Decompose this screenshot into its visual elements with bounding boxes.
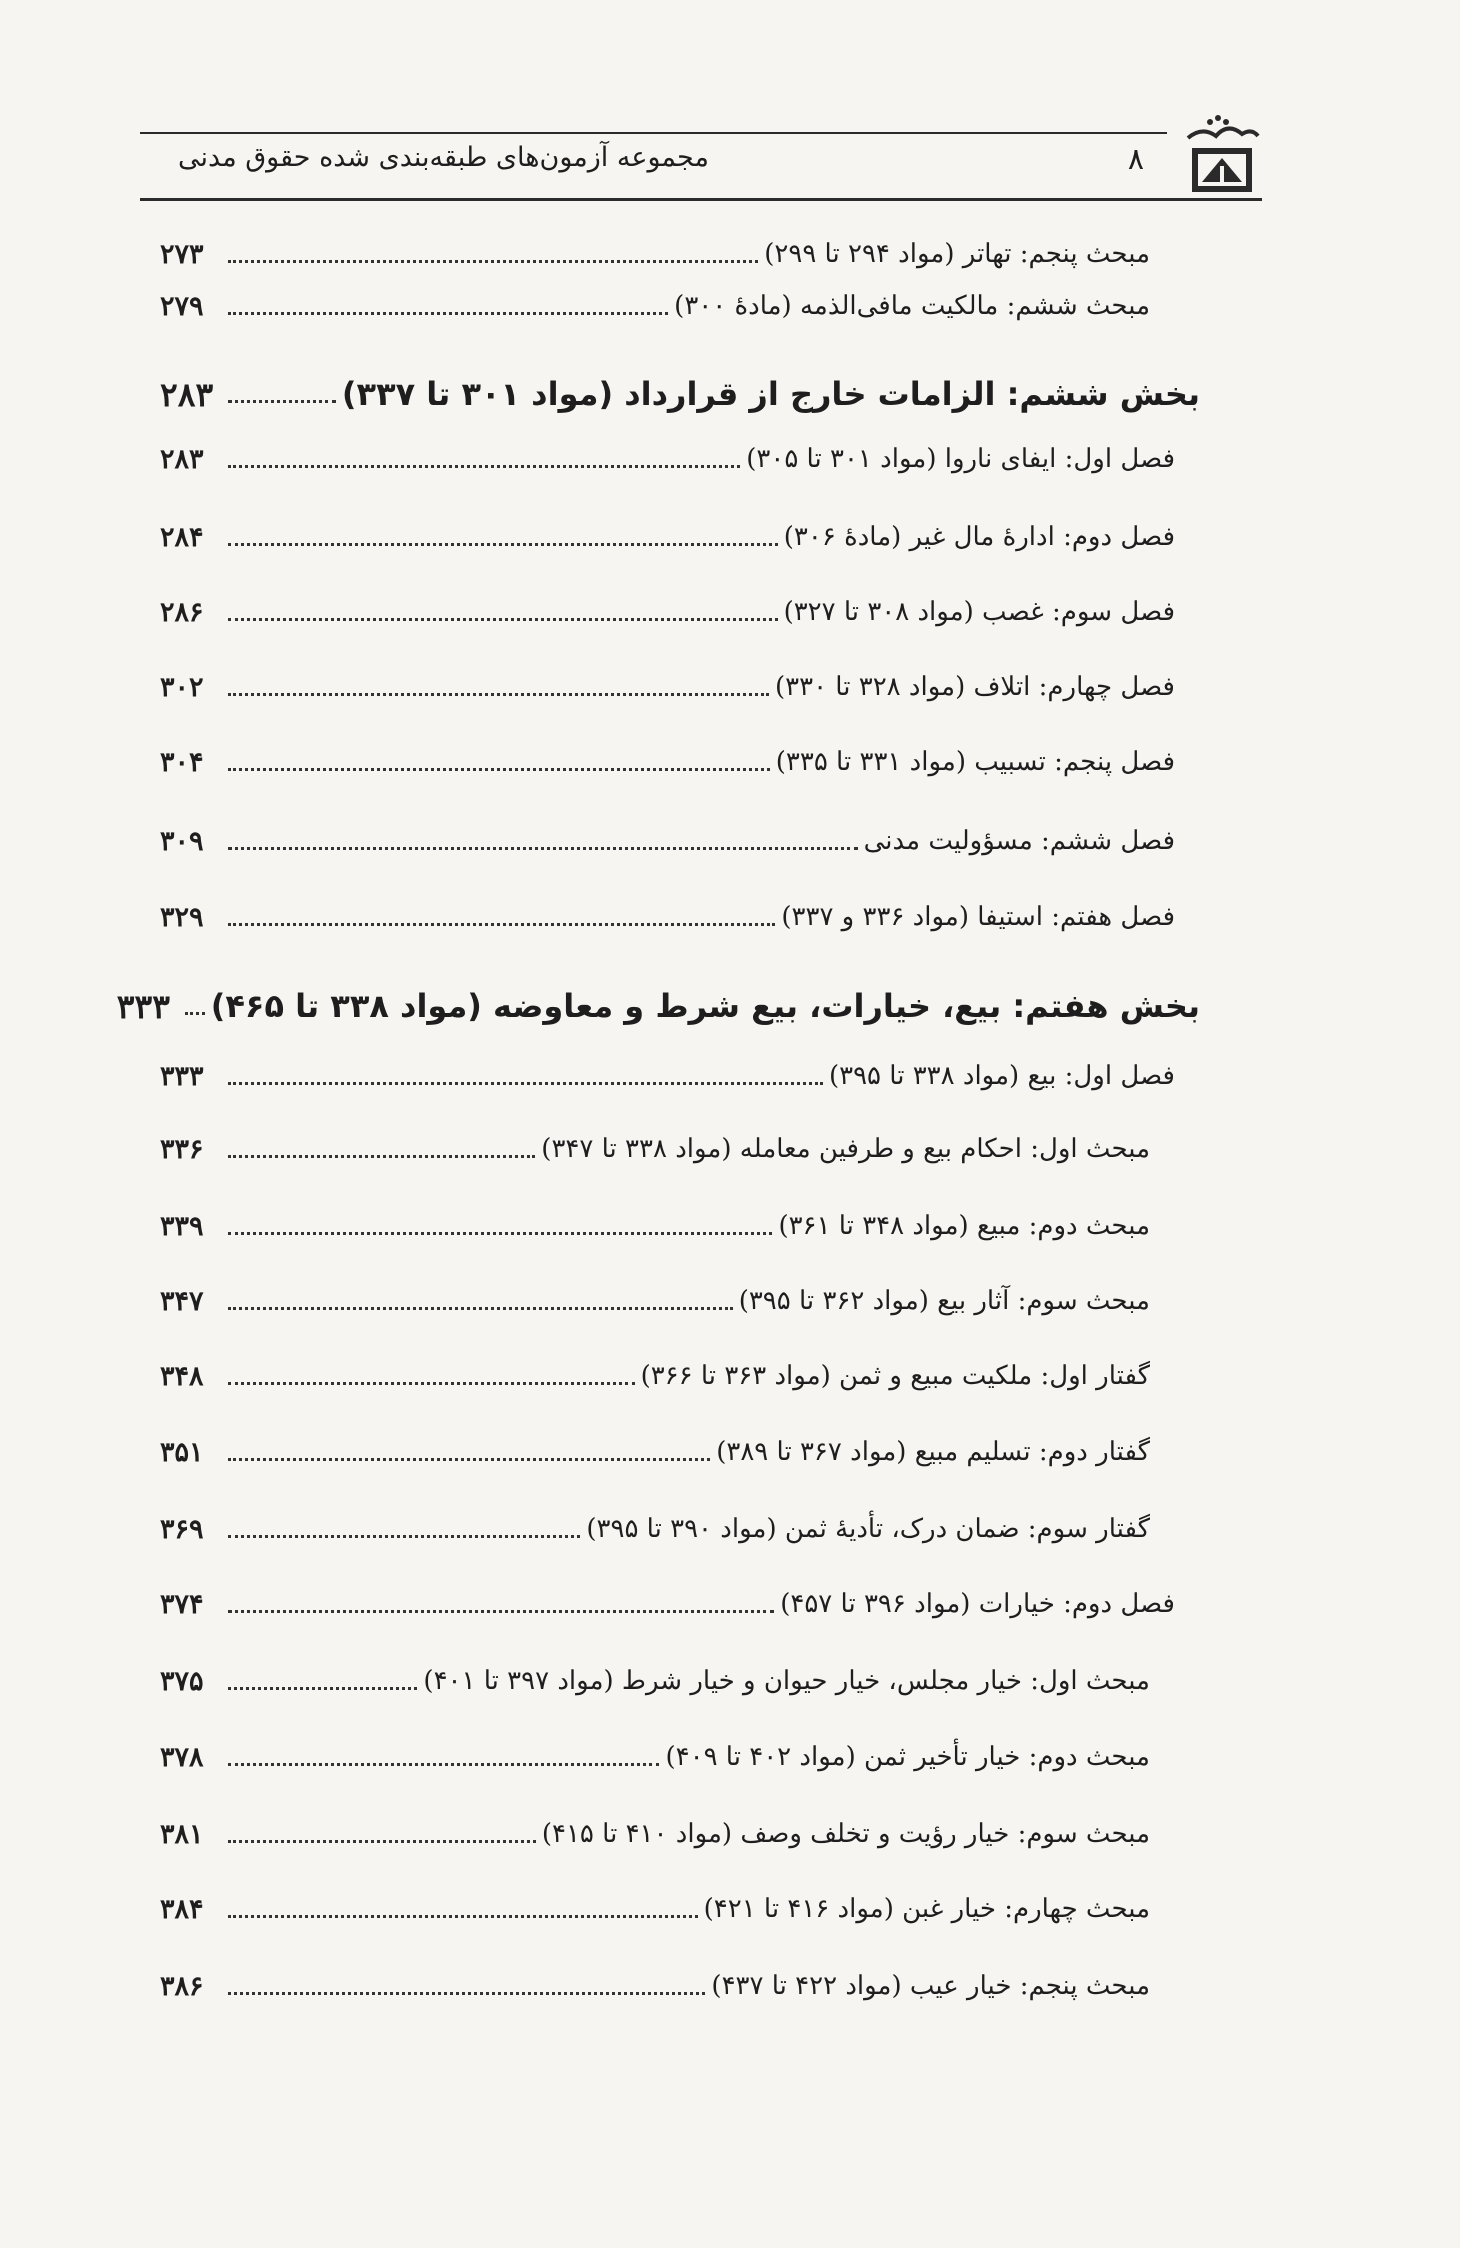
toc-entry-label: بخش ششم: الزامات خارج از قرارداد (مواد ۳۰۱ تا ۳۳۷) [341,375,1200,413]
toc-page-number: ۳۷۵ [160,1665,204,1697]
toc-entry-row [160,433,1175,485]
dot-leader [228,923,775,926]
page-number: ۸ [1127,142,1144,177]
toc-page-number: ۳۳۶ [160,1133,204,1165]
toc-entry-label: فصل چهارم: اتلاف (مواد ۳۲۸ تا ۳۳۰) [774,672,1175,702]
dot-leader [228,768,770,771]
page-header [140,118,1262,204]
toc-entry-label: مبحث پنجم: تهاتر (مواد ۲۹۴ تا ۲۹۹) [764,239,1150,269]
toc-page-number: ۳۳۳ [160,1060,204,1092]
toc-entry-label: فصل ششم: مسؤولیت مدنی [863,826,1175,856]
toc-entry-label: گفتار سوم: ضمان درک، تأدیهٔ ثمن (مواد ۳۹۰ تا ۳۹۵) [586,1514,1150,1544]
toc-page-number: ۳۰۲ [160,671,204,703]
toc-page-number: ۳۴۷ [160,1285,204,1317]
toc-page-number: ۲۷۹ [160,290,204,322]
toc-part-row [160,368,1200,420]
toc-entry-row [160,586,1175,638]
header-top-rule [140,132,1167,134]
toc-page-number: ۳۳۳ [116,986,170,1026]
toc-entry-label: مبحث پنجم: خیار عیب (مواد ۴۲۲ تا ۴۳۷) [711,1971,1150,2001]
dot-leader [228,312,668,315]
toc-page-number: ۳۰۴ [160,746,204,778]
dot-leader [228,1992,705,1995]
toc-page-number: ۳۷۴ [160,1588,204,1620]
toc-page-number: ۳۷۸ [160,1741,204,1773]
toc-page-number: ۳۶۹ [160,1513,204,1545]
dot-leader [228,1763,659,1766]
toc-page-number: ۳۵۱ [160,1436,204,1468]
dot-leader [228,1687,417,1690]
toc-entry-row [160,1426,1150,1478]
toc-entry-label: مبحث دوم: خیار تأخیر ثمن (مواد ۴۰۲ تا ۴۰۹) [665,1742,1150,1772]
dot-leader [228,465,740,468]
dot-leader [228,1382,635,1385]
toc-entry-row [160,1883,1150,1935]
toc-page-number: ۳۸۴ [160,1893,204,1925]
book-title: مجموعه آزمون‌های طبقه‌بندی شده حقوق مدنی [178,142,709,173]
dot-leader [228,847,858,850]
toc-entry-label: مبحث چهارم: خیار غبن (مواد ۴۱۶ تا ۴۲۱) [703,1894,1150,1924]
dot-leader [185,1012,205,1015]
dot-leader [228,1915,698,1918]
toc-entry-row [160,736,1175,788]
toc-entry-label: مبحث سوم: آثار بیع (مواد ۳۶۲ تا ۳۹۵) [738,1286,1150,1316]
toc-part-row [116,980,1200,1032]
dot-leader [228,1458,710,1461]
publisher-logo-icon [1182,108,1262,200]
toc-entry-label: فصل هفتم: استیفا (مواد ۳۳۶ و ۳۳۷) [781,902,1175,932]
toc-entry-label: مبحث ششم: مالکیت مافی‌الذمه (مادهٔ ۳۰۰) [674,291,1150,321]
toc-entry-row [160,1200,1150,1252]
dot-leader [228,260,758,263]
toc-entry-label: فصل دوم: ادارهٔ مال غیر (مادهٔ ۳۰۶) [783,522,1175,552]
toc-page-number: ۳۲۹ [160,901,204,933]
toc-page-number: ۳۴۸ [160,1360,204,1392]
toc-entry-label: فصل اول: بیع (مواد ۳۳۸ تا ۳۹۵) [828,1061,1175,1091]
toc-page-number: ۲۸۳ [160,443,204,475]
toc-entry-row [160,228,1150,280]
toc-entry-row [160,1123,1150,1175]
toc-entry-row [160,511,1175,563]
toc-page-number: ۳۰۹ [160,825,204,857]
toc-entry-row [160,1050,1175,1102]
toc-entry-label: گفتار اول: ملکیت مبیع و ثمن (مواد ۳۶۳ تا ۳۶۶) [640,1361,1150,1391]
toc-entry-label: مبحث اول: خیار مجلس، خیار حیوان و خیار شرط (مواد ۳۹۷ تا ۴۰۱) [423,1666,1150,1696]
toc-page-number: ۳۸۱ [160,1818,204,1850]
toc-page-number: ۲۸۳ [160,374,214,414]
dot-leader [228,1232,772,1235]
dot-leader [228,543,778,546]
dot-leader [228,1535,580,1538]
toc-page-number: ۲۸۴ [160,521,204,553]
toc-page-number: ۳۳۹ [160,1210,204,1242]
dot-leader [228,400,336,403]
toc-entry-label: فصل اول: ایفای ناروا (مواد ۳۰۱ تا ۳۰۵) [746,444,1175,474]
toc-entry-row [160,280,1150,332]
toc-entry-label: فصل پنجم: تسبیب (مواد ۳۳۱ تا ۳۳۵) [775,747,1175,777]
toc-entry-row [160,1578,1175,1630]
dot-leader [228,1155,535,1158]
toc-entry-row [160,1655,1150,1707]
toc-entry-row [160,1275,1150,1327]
toc-entry-label: بخش هفتم: بیع، خیارات، بیع شرط و معاوضه (مواد ۳۳۸ تا ۴۶۵) [210,987,1200,1025]
dot-leader [228,1307,733,1310]
toc-entry-row [160,815,1175,867]
dot-leader [228,1840,536,1843]
toc-entry-label: مبحث سوم: خیار رؤیت و تخلف وصف (مواد ۴۱۰ تا ۴۱۵) [541,1819,1150,1849]
toc-entry-label: مبحث دوم: مبیع (مواد ۳۴۸ تا ۳۶۱) [778,1211,1150,1241]
dot-leader [228,1082,823,1085]
toc-entry-label: مبحث اول: احکام بیع و طرفین معامله (مواد ۳۳۸ تا ۳۴۷) [541,1134,1150,1164]
toc-entry-row [160,1731,1150,1783]
toc-entry-label: فصل دوم: خیارات (مواد ۳۹۶ تا ۴۵۷) [780,1589,1175,1619]
toc-page-number: ۲۸۶ [160,596,204,628]
toc-entry-label: گفتار دوم: تسلیم مبیع (مواد ۳۶۷ تا ۳۸۹) [716,1437,1150,1467]
dot-leader [228,1610,774,1613]
toc-entry-row [160,1503,1150,1555]
dot-leader [228,618,778,621]
toc-entry-row [160,1808,1150,1860]
toc-entry-row [160,661,1175,713]
dot-leader [228,693,769,696]
toc-page-number: ۲۷۳ [160,238,204,270]
header-bottom-rule [140,198,1262,201]
toc-page-number: ۳۸۶ [160,1970,204,2002]
toc-entry-row [160,891,1175,943]
toc-entry-row [160,1960,1150,2012]
toc-entry-row [160,1350,1150,1402]
toc-entry-label: فصل سوم: غصب (مواد ۳۰۸ تا ۳۲۷) [783,597,1175,627]
